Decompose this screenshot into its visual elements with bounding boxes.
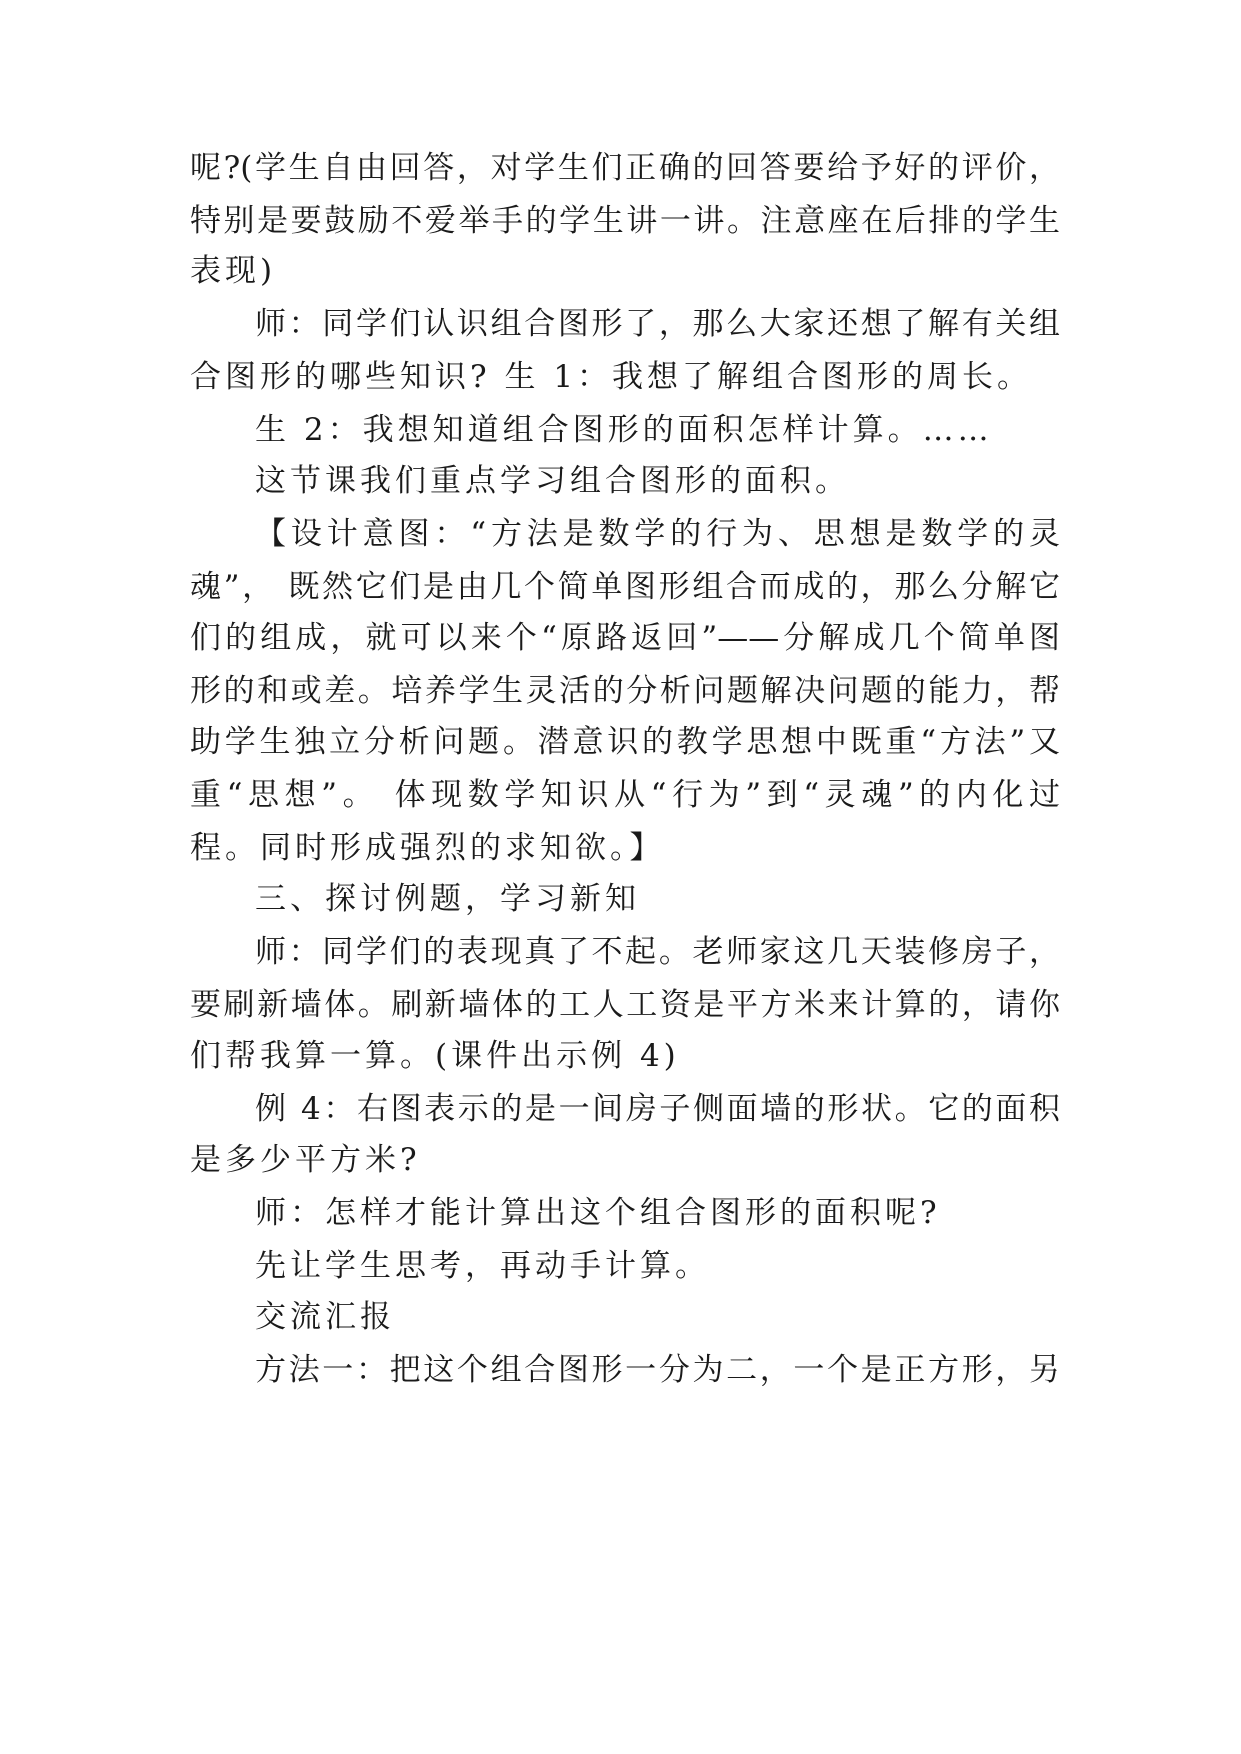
text-line: 先让学生思考，再动手计算。: [255, 1248, 710, 1284]
text-line: 特别是要鼓励不爱举手的学生讲一讲。注意座在后排的学生: [190, 203, 1060, 239]
text-line: 程。同时形成强烈的求知欲。】: [190, 830, 665, 866]
text-line: 方法一：把这个组合图形一分为二，一个是正方形，另: [255, 1352, 1060, 1388]
text-line: 助学生独立分析问题。潜意识的教学思想中既重“方法”又: [190, 724, 1060, 760]
text-line: 例 4：右图表示的是一间房子侧面墙的形状。它的面积: [255, 1091, 1060, 1127]
text-line: 合图形的哪些知识? 生 1：我想了解组合图形的周长。: [190, 359, 1033, 395]
text-line: 要刷新墙体。刷新墙体的工人工资是平方米来计算的，请你: [190, 987, 1060, 1023]
text-line: 师：怎样才能计算出这个组合图形的面积呢?: [255, 1195, 941, 1231]
section-heading: 三、探讨例题，学习新知: [255, 881, 640, 917]
text-line: 是多少平方米?: [190, 1142, 421, 1178]
text-line: 表现): [190, 253, 277, 289]
text-line: 师：同学们认识组合图形了，那么大家还想了解有关组: [255, 306, 1060, 342]
text-line: 【设计意图：“方法是数学的行为、思想是数学的灵: [255, 516, 1060, 552]
text-line: 交流汇报: [255, 1299, 395, 1335]
text-line: 形的和或差。培养学生灵活的分析问题解决问题的能力，帮: [190, 673, 1060, 709]
text-line: 师：同学们的表现真了不起。老师家这几天装修房子，: [255, 934, 1060, 970]
text-line: 呢?(学生自由回答，对学生们正确的回答要给予好的评价，: [190, 150, 1060, 186]
text-line: 们帮我算一算。(课件出示例 4): [190, 1038, 680, 1074]
text-line: 魂”， 既然它们是由几个简单图形组合而成的，那么分解它: [190, 569, 1060, 605]
text-line: 生 2：我想知道组合图形的面积怎样计算。……: [255, 412, 993, 448]
text-line: 这节课我们重点学习组合图形的面积。: [255, 463, 850, 499]
text-line: 们的组成，就可以来个“原路返回”——分解成几个简单图: [190, 620, 1060, 656]
text-line: 重“思想”。 体现数学知识从“行为”到“灵魂”的内化过: [190, 777, 1060, 813]
